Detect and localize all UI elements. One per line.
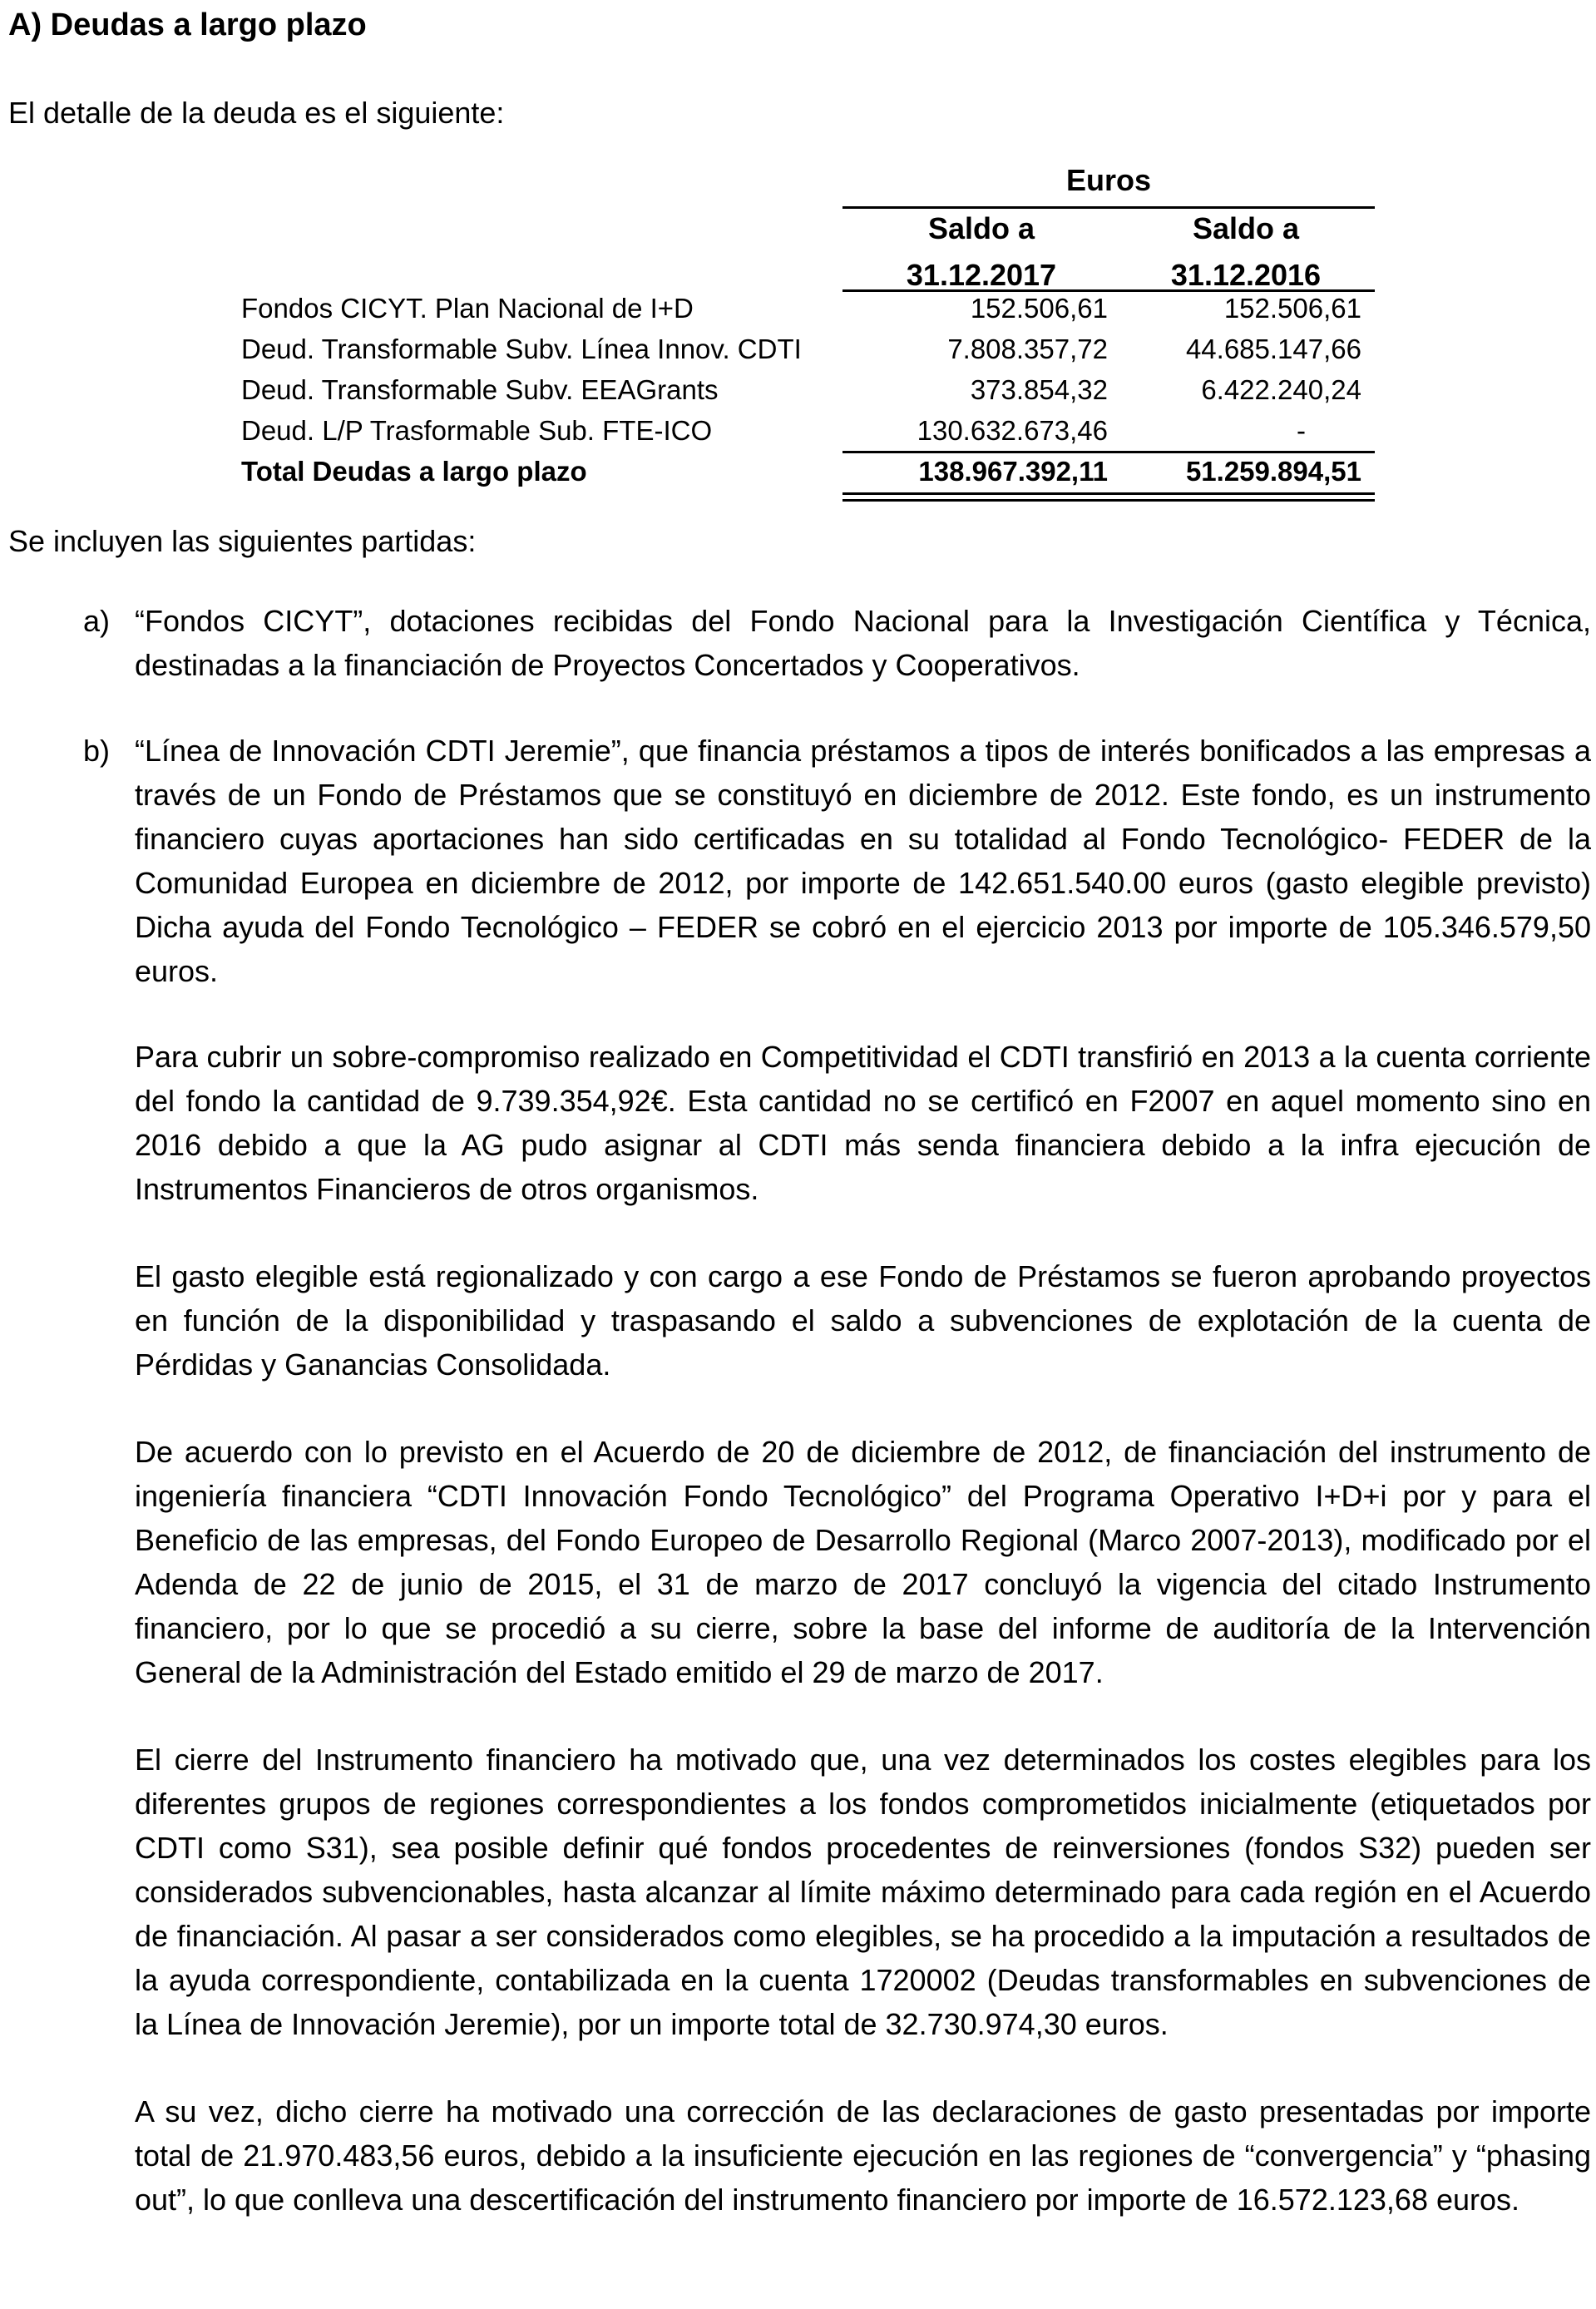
paragraph: Para cubrir un sobre-compromiso realizado en Competitividad el CDTI transfirió en 2013 a la cuenta corriente del fondo la cantidad de 9.739.354,92€. Esta cantidad no se certificó en F2007 en aquel momento sino en 2016 debido a que la AG pudo asignar al CDTI más senda financiera debido a la infra ejecución de Instrumentos Financieros de otros organismos. <box>135 1040 1591 1206</box>
intro-text: El detalle de la deuda es el siguiente: <box>8 96 505 130</box>
list-item-text: “Fondos CICYT”, dotaciones recibidas del Fondo Nacional para la Investigación Científica y Técnica, destinadas a la financiación de Proyectos Concertados y Cooperativos. <box>135 604 1591 682</box>
table-row-value-2016: 152.506,61 <box>1223 293 1361 324</box>
list-item <box>83 599 1591 687</box>
total-value-2016: 51.259.894,51 <box>1185 456 1361 487</box>
euros-header: Euros <box>1066 163 1152 197</box>
header-rule <box>842 206 1375 209</box>
col-2017-header-line1: Saldo a <box>927 211 1035 245</box>
list-item-text: “Línea de Innovación CDTI Jeremie”, que financia préstamos a tipos de interés bonificados a las empresas a través de un Fondo de Préstamos que se constituyó en diciembre de 2012. Este fondo, es un instrumento financiero cuyas aportaciones han sido certificadas en su totalidad al Fondo Tecnológico- FEDER de la Comunidad Europea en diciembre de 2012, por importe de 142.651.540.00 euros (gasto elegible previsto) Dicha ayuda del Fondo Tecnológico – FEDER se cobró en el ejercicio 2013 por importe de 105.346.579,50 euros. <box>135 734 1591 988</box>
list-item <box>83 729 1591 993</box>
total-double-rule-1 <box>842 492 1375 495</box>
header-bottom-rule <box>842 289 1375 292</box>
paragraph: De acuerdo con lo previsto en el Acuerdo de 20 de diciembre de 2012, de financiación del instrumento de ingeniería financiera “CDTI Innovación Fondo Tecnológico” del Programa Operativo I+D+i por y para el Beneficio de las empresas, del Fondo Europeo de Desarrollo Regional (Marco 2007-2013), modificado por el Adenda de 22 de junio de 2015, el 31 de marzo de 2017 concluyó la vigencia del citado Instrumento financiero, por lo que se procedió a su cierre, sobre la base del informe de auditoría de la Intervención General de la Administración del Estado emitido el 29 de marzo de 2017. <box>135 1435 1591 1689</box>
col-2016-header-line2: 31.12.2016 <box>1170 258 1322 292</box>
col-2017-header-line2: 31.12.2017 <box>906 258 1057 292</box>
table-row-label: Deud. L/P Trasformable Sub. FTE-ICO <box>241 415 713 446</box>
list-marker: a) <box>83 604 111 638</box>
table-row-label: Deud. Transformable Subv. Línea Innov. CDTI <box>241 334 802 364</box>
table-row-value-2017: 130.632.673,46 <box>917 415 1108 446</box>
table-row-value-2017: 152.506,61 <box>970 293 1108 324</box>
body-content <box>83 599 1591 2265</box>
table-row-label: Fondos CICYT. Plan Nacional de I+D <box>241 293 694 324</box>
paragraph: El gasto elegible está regionalizado y con cargo a ese Fondo de Préstamos se fueron aprobando proyectos en función de la disponibilidad y traspasando el saldo a subvenciones de explotación de la cuenta de Pérdidas y Ganancias Consolidada. <box>135 1259 1591 1382</box>
total-value-2017: 138.967.392,11 <box>918 456 1108 487</box>
table-row-value-2016: 44.685.147,66 <box>1185 334 1361 364</box>
total-label: Total Deudas a largo plazo <box>241 456 587 487</box>
table-row-value-2016: 6.422.240,24 <box>1201 374 1361 405</box>
total-top-rule <box>842 451 1375 453</box>
table-row-value-2017: 7.808.357,72 <box>947 334 1108 364</box>
section-heading: A) Deudas a largo plazo <box>8 7 367 42</box>
items-intro: Se incluyen las siguientes partidas: <box>8 524 477 558</box>
table-row-value-2016: - <box>1297 415 1306 446</box>
col-2016-header-line1: Saldo a <box>1192 211 1300 245</box>
paragraph: A su vez, dicho cierre ha motivado una corrección de las declaraciones de gasto presentadas por importe total de 21.970.483,56 euros, debido a la insuficiente ejecución en las regiones de “convergencia” y “phasing out”, lo que conlleva una descertificación del instrumento financiero por importe de 16.572.123,68 euros. <box>135 2094 1591 2217</box>
list-marker: b) <box>83 734 111 768</box>
debt-table <box>0 158 1596 507</box>
table-row-value-2017: 373.854,32 <box>970 374 1108 405</box>
total-double-rule-2 <box>842 499 1375 502</box>
table-row-label: Deud. Transformable Subv. EEAGrants <box>241 374 719 405</box>
paragraph: El cierre del Instrumento financiero ha motivado que, una vez determinados los costes elegibles para los diferentes grupos de regiones correspondientes a los fondos comprometidos inicialmente (etiquetados por CDTI como S31), sea posible definir qué fondos procedentes de reinversiones (fondos S32) pueden ser considerados subvencionables, hasta alcanzar al límite máximo determinado para cada región en el Acuerdo de financiación. Al pasar a ser considerados como elegibles, se ha procedido a la imputación a resultados de la ayuda correspondiente, contabilizada en la cuenta 1720002 (Deudas transformables en subvenciones de la Línea de Innovación Jeremie), por un importe total de 32.730.974,30 euros. <box>135 1743 1591 2041</box>
